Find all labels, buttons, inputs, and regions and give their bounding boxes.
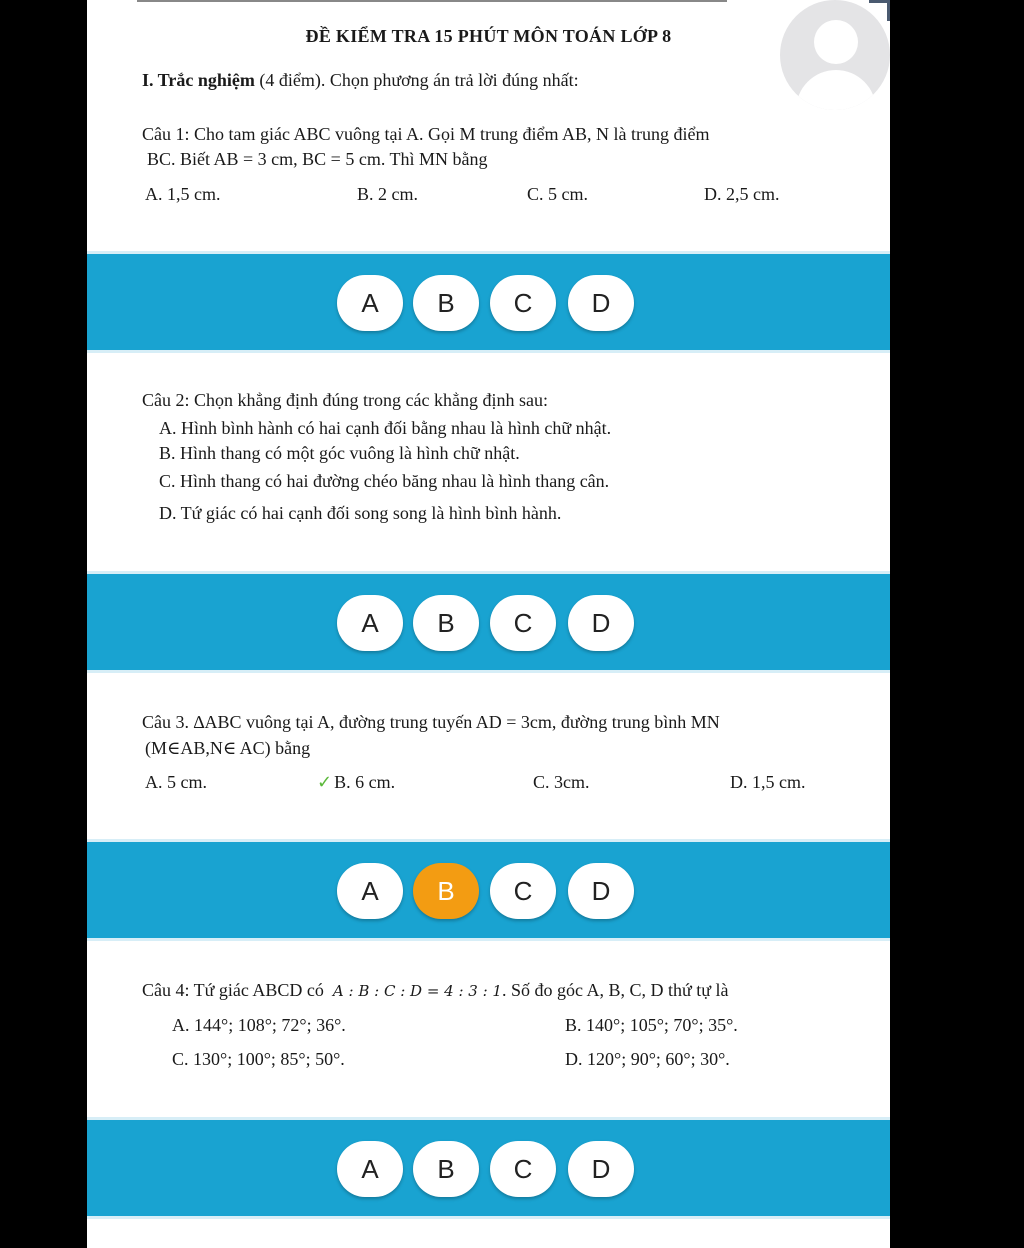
q1-option-c: C. 5 cm.	[527, 184, 588, 204]
q3-option-b-label: B. 6 cm.	[334, 772, 396, 792]
q2-answer-c[interactable]: C	[490, 595, 556, 651]
q4-answer-a[interactable]: A	[337, 1141, 403, 1197]
q4-stem-a: Câu 4: Tứ giác ABCD có	[142, 980, 324, 1000]
q4-option-a: A. 144°; 108°; 72°; 36°.	[172, 1015, 346, 1035]
q1-option-b: B. 2 cm.	[357, 184, 418, 204]
q1-stem-line2: BC. Biết AB = 3 cm, BC = 5 cm. Thì MN bằng	[147, 149, 488, 169]
q3-answer-c[interactable]: C	[490, 863, 556, 919]
corner-mark	[869, 0, 890, 21]
q3-stem-line1: Câu 3. ∆ABC vuông tại A, đường trung tuyến AD = 3cm, đường trung bình MN	[142, 712, 720, 732]
q4-answer-c[interactable]: C	[490, 1141, 556, 1197]
q2-answer-a[interactable]: A	[337, 595, 403, 651]
q4-stem-b: . Số đo góc A, B, C, D thứ tự là	[501, 980, 729, 1000]
q3-option-d: D. 1,5 cm.	[730, 772, 806, 792]
q3-answer-b-selected[interactable]: B	[413, 863, 479, 919]
page-title: ĐỀ KIỂM TRA 15 PHÚT MÔN TOÁN LỚP 8	[305, 26, 672, 46]
q4-option-c: C. 130°; 100°; 85°; 50°.	[172, 1049, 345, 1069]
q4-answer-b[interactable]: B	[413, 1141, 479, 1197]
top-rule	[137, 0, 727, 2]
q3-option-a: A. 5 cm.	[145, 772, 207, 792]
q2-answer-panel	[87, 574, 890, 670]
q3-answer-panel	[87, 842, 890, 938]
q2-stem: Câu 2: Chọn khẳng định đúng trong các khẳng định sau:	[142, 390, 548, 410]
q2-option-b: B. Hình thang có một góc vuông là hình chữ nhật.	[159, 443, 520, 463]
q1-answer-c[interactable]: C	[490, 275, 556, 331]
q3-stem-line2: (M∈AB,N∈ AC) bằng	[145, 738, 311, 758]
q2-option-a: A. Hình bình hành có hai cạnh đối bằng nhau là hình chữ nhật.	[159, 418, 612, 438]
q3-option-b	[317, 772, 395, 793]
q3-answer-a[interactable]: A	[337, 863, 403, 919]
q4-option-d: D. 120°; 90°; 60°; 30°.	[565, 1049, 730, 1069]
q4-ratio: A : B : C : D = 4 : 3 : 1	[332, 982, 502, 1000]
q4-answer-d[interactable]: D	[568, 1141, 634, 1197]
q2-answer-b[interactable]: B	[413, 595, 479, 651]
q4-answer-panel	[87, 1120, 890, 1216]
q2-option-d: D. Tứ giác có hai cạnh đối song song là hình bình hành.	[159, 503, 562, 523]
q1-answer-d[interactable]: D	[568, 275, 634, 331]
q1-answer-a[interactable]: A	[337, 275, 403, 331]
section-heading	[142, 70, 579, 91]
q1-answer-panel	[87, 254, 890, 350]
q1-option-d: D. 2,5 cm.	[704, 184, 780, 204]
worksheet-page	[87, 0, 890, 1248]
section-label: I. Trắc nghiệm	[142, 70, 255, 90]
q2-option-c: C. Hình thang có hai đường chéo băng nhau là hình thang cân.	[159, 471, 610, 491]
q2-answer-d[interactable]: D	[568, 595, 634, 651]
q4-option-b: B. 140°; 105°; 70°; 35°.	[565, 1015, 738, 1035]
q4-stem	[142, 980, 729, 1001]
q1-option-a: A. 1,5 cm.	[145, 184, 221, 204]
q1-answer-b[interactable]: B	[413, 275, 479, 331]
avatar-body	[796, 70, 876, 110]
check-mark-icon: ✓	[317, 772, 333, 793]
q3-answer-d[interactable]: D	[568, 863, 634, 919]
section-instruction: (4 điểm). Chọn phương án trả lời đúng nhất:	[254, 70, 579, 90]
q3-option-c: C. 3cm.	[533, 772, 590, 792]
q1-stem-line1: Câu 1: Cho tam giác ABC vuông tại A. Gọi M trung điểm AB, N là trung điểm	[142, 124, 710, 144]
